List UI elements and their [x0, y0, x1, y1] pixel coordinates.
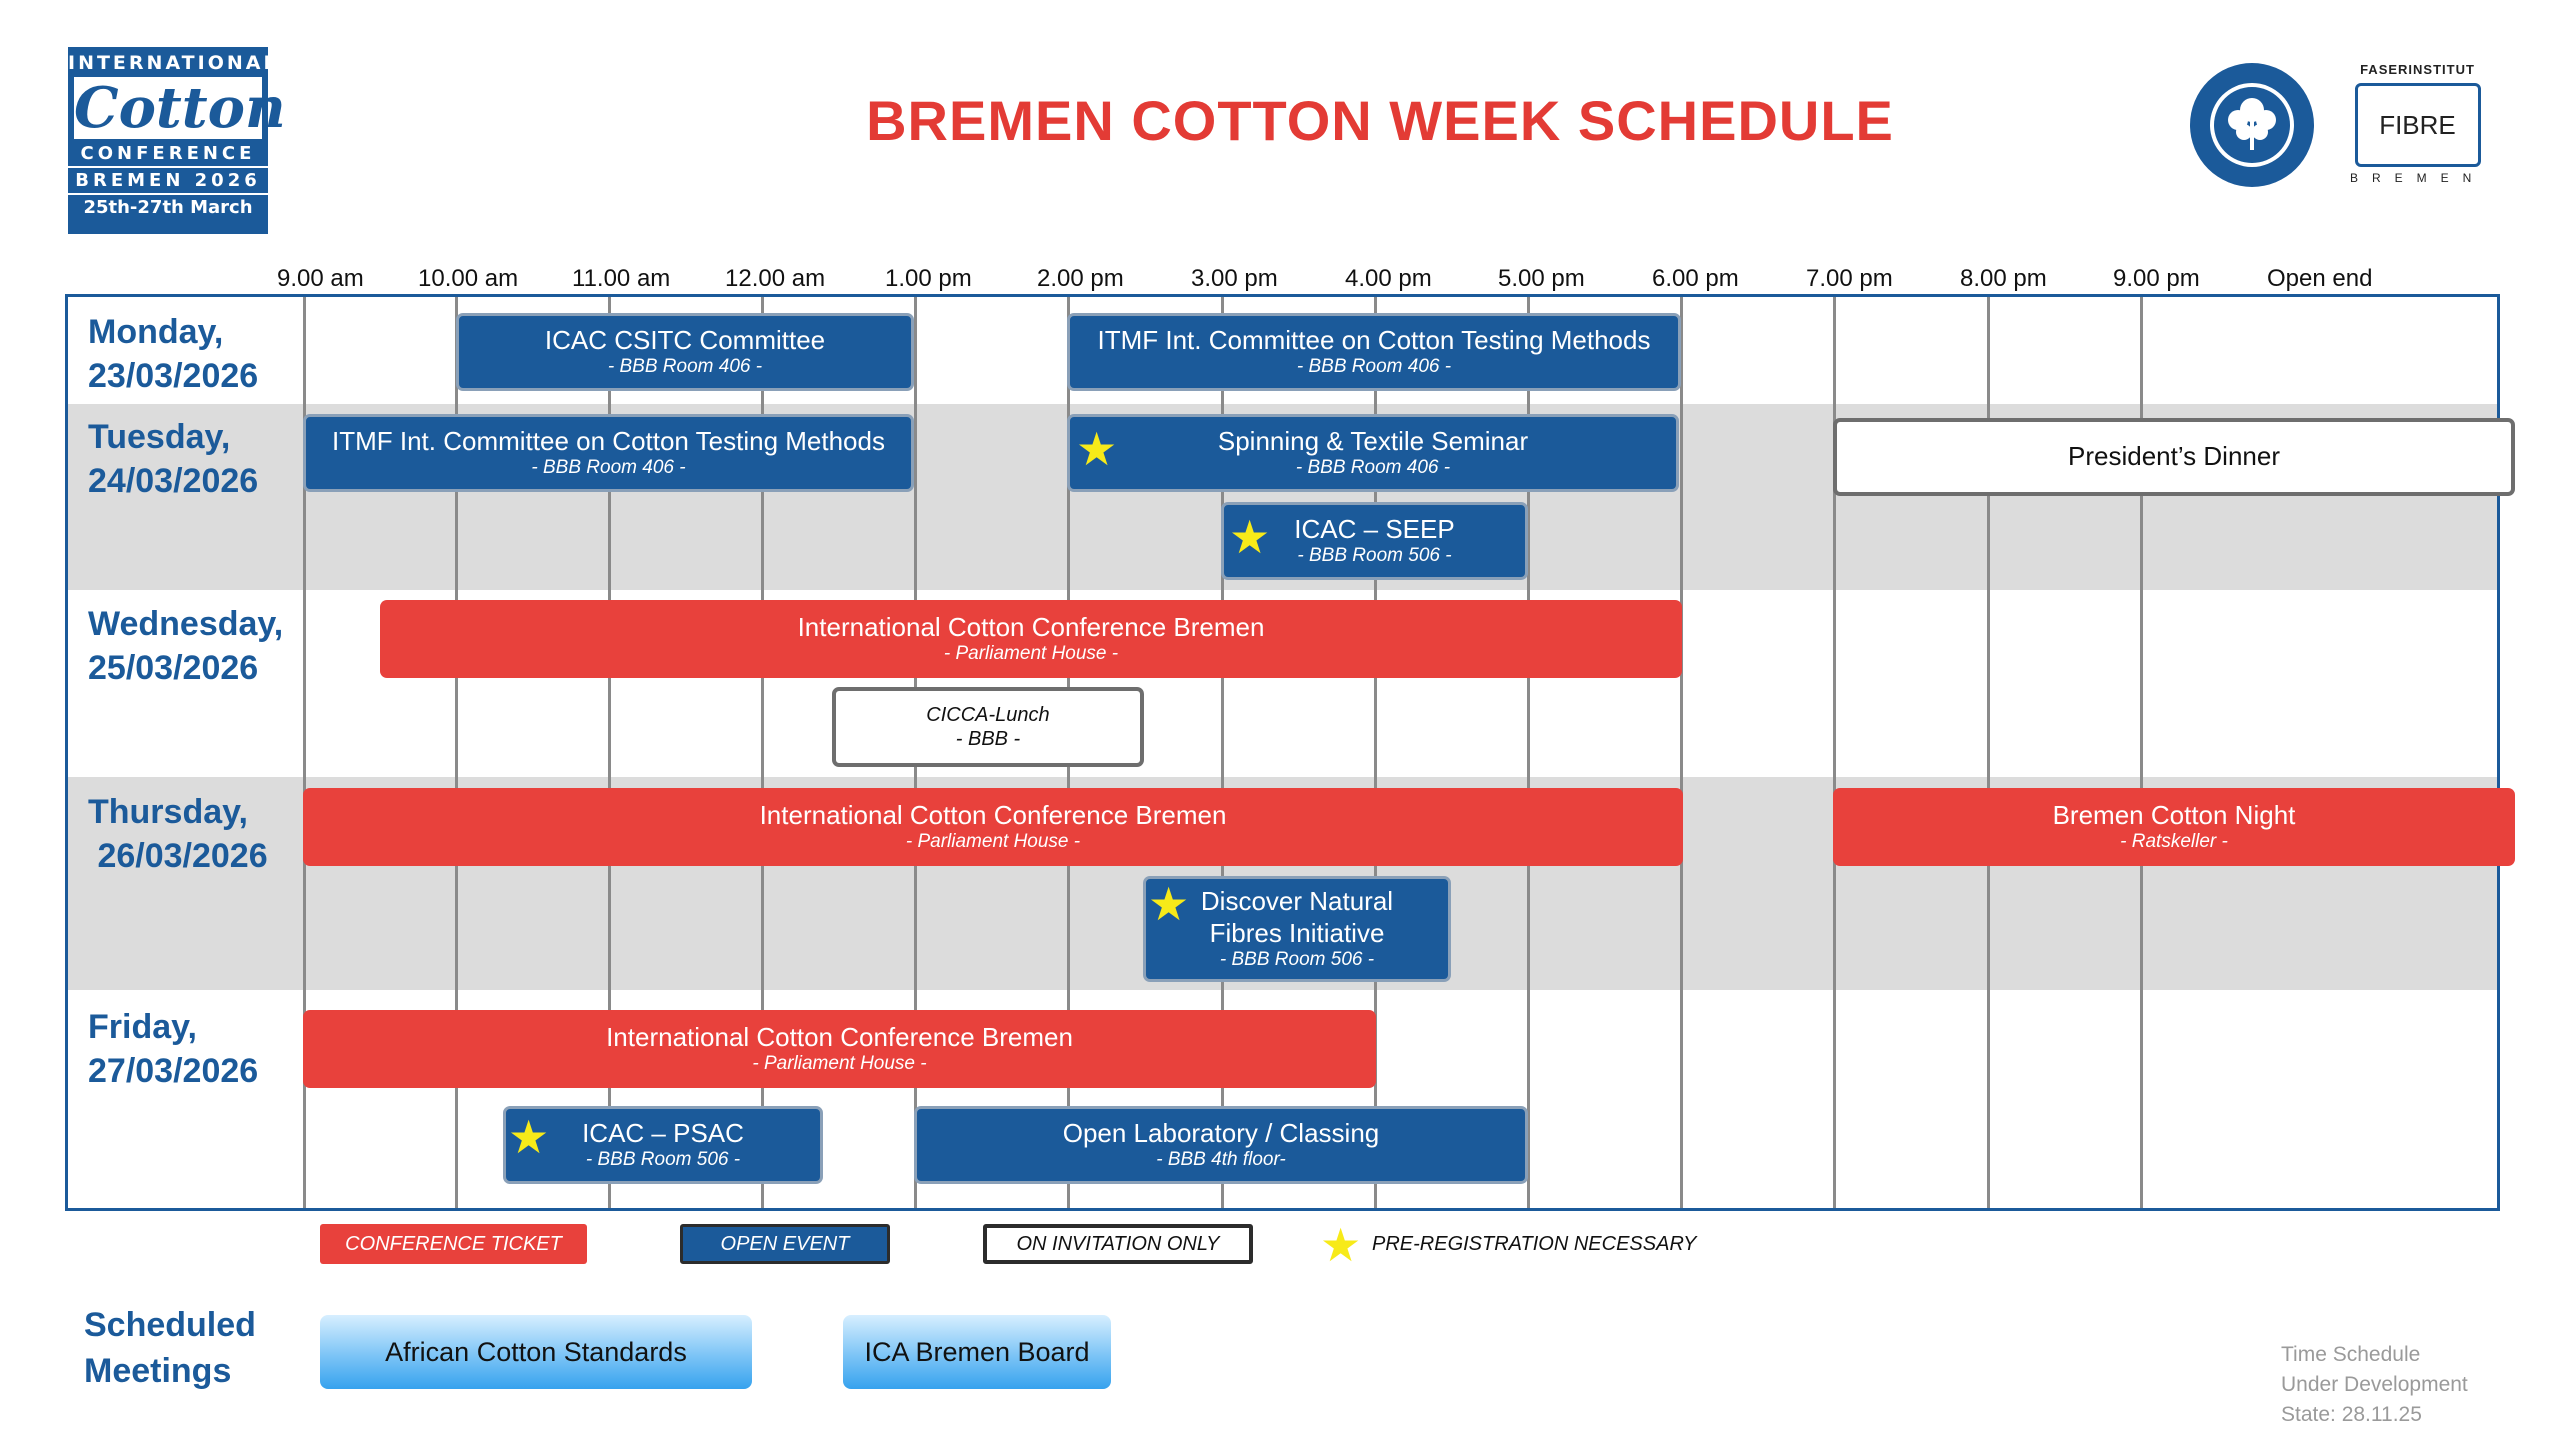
day-date: 24/03/2026 [88, 462, 259, 500]
event-location: - Parliament House - [943, 643, 1119, 665]
event-location: - BBB Room 506 - [1297, 545, 1452, 567]
event-title: ICAC – SEEP [1294, 514, 1455, 544]
pre-registration-star-icon: ★ [1148, 878, 1190, 930]
day-label-thursday [88, 790, 268, 878]
event-open-laboratory-classing[interactable] [914, 1106, 1528, 1184]
day-label-tuesday [88, 415, 258, 503]
day-name: Friday, [88, 1008, 197, 1046]
day-name: Monday, [88, 313, 224, 351]
event-icac-psac[interactable] [503, 1106, 823, 1184]
event-icc-wednesday[interactable] [380, 600, 1682, 678]
pre-registration-star-icon: ★ [1229, 511, 1271, 563]
event-location: - BBB Room 406 - [531, 457, 686, 479]
pre-registration-star-icon: ★ [1076, 423, 1118, 475]
event-itmf-committee-tuesday[interactable] [303, 414, 914, 492]
icc-logo-line4: BREMEN 2026 [68, 170, 268, 195]
event-icc-thursday[interactable] [303, 788, 1683, 866]
scheduled-meetings-line1: Scheduled [84, 1306, 256, 1344]
meeting-african-cotton-standards[interactable]: African Cotton Standards [320, 1315, 752, 1389]
time-label-5pm: 5.00 pm [1498, 265, 1585, 292]
event-icac-csitc-committee[interactable] [456, 313, 914, 391]
fibre-logo-top: FASERINSTITUT [2360, 62, 2475, 77]
icc-logo-line2: Cotton [74, 75, 286, 141]
event-icc-friday[interactable] [303, 1010, 1376, 1088]
legend-star-icon: ★ [1320, 1219, 1362, 1271]
state-note-line2: Under Development [2281, 1373, 2468, 1396]
icc-logo-line5: 25th-27th March [83, 197, 253, 218]
event-title: Spinning & Textile Seminar [1217, 426, 1529, 456]
event-title: Bremen Cotton Night [2052, 800, 2296, 830]
icc-logo-line1: INTERNATIONAL [68, 52, 279, 74]
scheduled-meetings-line2: Meetings [84, 1352, 232, 1390]
day-name: Tuesday, [88, 418, 231, 456]
time-label-2pm: 2.00 pm [1037, 265, 1124, 292]
event-location: - BBB Room 406 - [607, 356, 763, 378]
day-label-monday [88, 310, 258, 398]
event-title-line2: Fibres Initiative [1209, 917, 1385, 948]
bremer-baumwollboerse-logo [2187, 60, 2317, 190]
event-title: International Cotton Conference Bremen [797, 612, 1265, 642]
event-title-line1: Discover Natural [1200, 886, 1394, 917]
meeting-ica-bremen-board[interactable]: ICA Bremen Board [843, 1315, 1111, 1389]
event-location: - BBB - [955, 728, 1021, 750]
scheduled-meetings-label [84, 1302, 256, 1394]
event-discover-natural-fibres[interactable] [1143, 876, 1451, 982]
day-label-friday [88, 1005, 258, 1093]
day-name: Thursday, [88, 793, 248, 831]
page-title: BREMEN COTTON WEEK SCHEDULE [866, 89, 1894, 152]
event-location: - Parliament House - [905, 831, 1081, 853]
icc-logo-line3: CONFERENCE [68, 143, 268, 168]
event-title: International Cotton Conference Bremen [606, 1022, 1073, 1052]
time-label-3pm: 3.00 pm [1191, 265, 1278, 292]
day-date: 26/03/2026 [88, 837, 268, 875]
time-label-4pm: 4.00 pm [1345, 265, 1432, 292]
event-title: International Cotton Conference Bremen [759, 800, 1227, 830]
event-title: ITMF Int. Committee on Cotton Testing Methods [1097, 325, 1651, 355]
event-icac-seep[interactable] [1221, 502, 1528, 580]
event-title: ICAC – PSAC [582, 1118, 744, 1148]
event-cicca-lunch[interactable] [832, 687, 1144, 767]
event-spinning-textile-seminar[interactable] [1067, 414, 1679, 492]
legend-open-event: OPEN EVENT [680, 1224, 890, 1264]
event-location: - BBB Room 506 - [585, 1149, 741, 1171]
event-title: CICCA-Lunch [926, 704, 1050, 726]
time-label-8pm: 8.00 pm [1960, 265, 2047, 292]
event-itmf-committee-monday[interactable] [1067, 313, 1681, 391]
event-bremen-cotton-night[interactable] [1833, 788, 2515, 866]
bbb-seal-icon [2187, 60, 2317, 190]
time-label-12: 12.00 am [725, 265, 826, 292]
day-date: 27/03/2026 [88, 1052, 259, 1090]
event-location: - BBB 4th floor- [1156, 1149, 1286, 1171]
event-title: ITMF Int. Committee on Cotton Testing Methods [332, 426, 885, 456]
time-label-9pm: 9.00 pm [2113, 265, 2200, 292]
fibre-logo-bottom: BREMEN [2350, 171, 2486, 185]
state-note-line3: State: 28.11.25 [2281, 1403, 2422, 1426]
time-label-6pm: 6.00 pm [1652, 265, 1739, 292]
legend-pre-registration: PRE-REGISTRATION NECESSARY [1372, 1233, 1697, 1255]
event-location: - BBB Room 406 - [1296, 356, 1452, 378]
time-label-9am: 9.00 am [277, 265, 364, 292]
event-title: ICAC CSITC Committee [544, 325, 826, 355]
fibre-logo [2350, 62, 2485, 187]
event-location: - BBB Room 506 - [1219, 948, 1375, 970]
day-date: 23/03/2026 [88, 357, 259, 395]
state-note [2281, 1340, 2468, 1430]
day-name: Wednesday, [88, 605, 284, 643]
time-label-11am: 11.00 am [572, 265, 671, 292]
time-label-7pm: 7.00 pm [1806, 265, 1893, 292]
day-date: 25/03/2026 [88, 649, 259, 687]
fibre-logo-box: FIBRE [2355, 83, 2481, 167]
event-location: - BBB Room 406 - [1295, 457, 1451, 479]
event-presidents-dinner[interactable] [1833, 418, 2515, 496]
event-location: - Parliament House - [752, 1053, 927, 1075]
pre-registration-star-icon: ★ [508, 1111, 550, 1163]
event-title: President’s Dinner [2068, 441, 2280, 472]
legend-invitation-only: ON INVITATION ONLY [983, 1224, 1253, 1264]
event-location: - Ratskeller - [2120, 831, 2228, 853]
day-label-wednesday [88, 602, 283, 690]
state-note-line1: Time Schedule [2281, 1343, 2421, 1366]
time-label-1pm: 1.00 pm [885, 265, 972, 292]
time-label-10am: 10.00 am [418, 265, 519, 292]
event-title: Open Laboratory / Classing [1062, 1118, 1380, 1148]
time-label-open-end: Open end [2267, 265, 2373, 292]
legend-conference-ticket: CONFERENCE TICKET [320, 1224, 587, 1264]
icc-logo [68, 47, 286, 234]
